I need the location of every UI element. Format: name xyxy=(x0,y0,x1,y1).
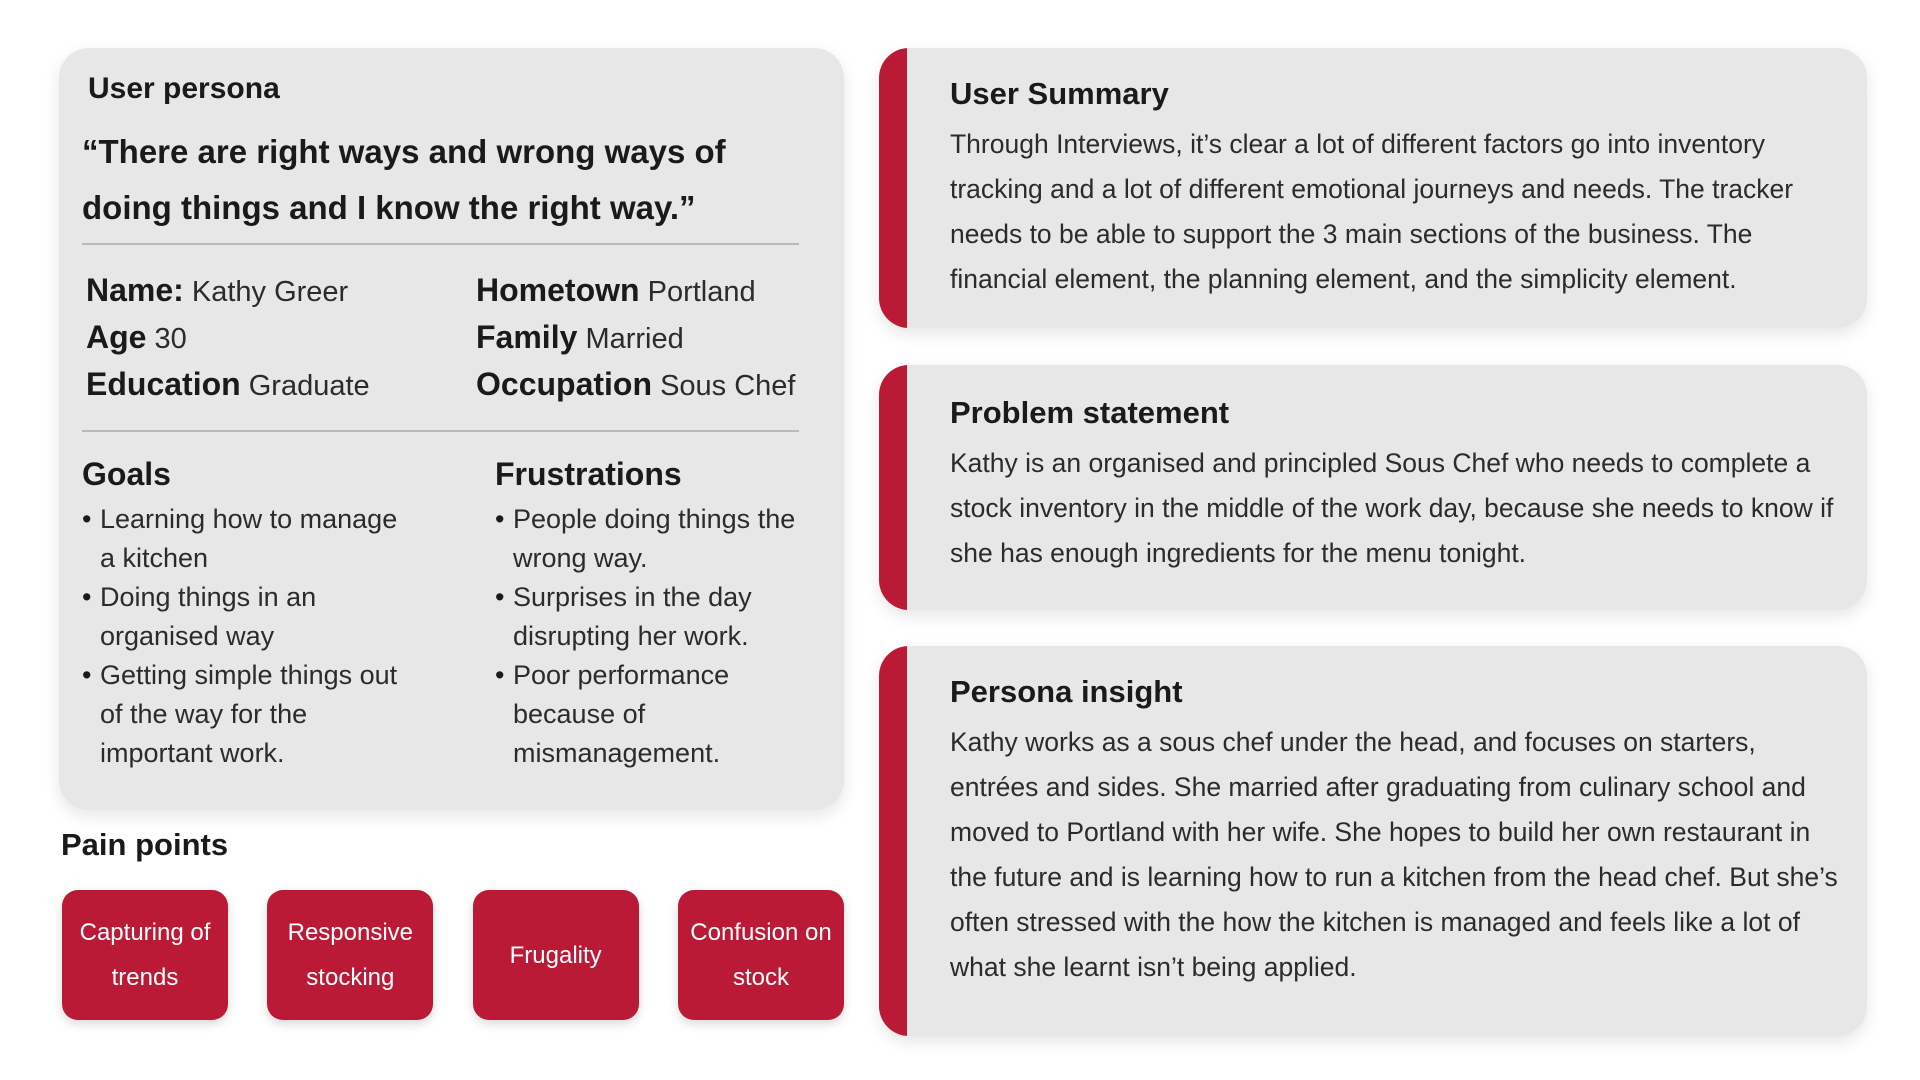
list-item: • Surprises in the day disrupting her work. xyxy=(495,578,815,656)
persona-card xyxy=(59,48,844,810)
problem-statement-card xyxy=(879,365,1867,610)
frustrations-list xyxy=(495,500,815,773)
accent-bar xyxy=(879,646,907,1036)
frustrations-heading: Frustrations xyxy=(495,456,682,492)
fact-family: Family Married xyxy=(476,319,684,355)
persona-insight-text: Kathy works as a sous chef under the head, and focuses on starters, entrées and sides. She married after graduating from culinary school and moved to Portland with her wife. She hopes to build her own restaurant in the future and is learning how to run a kitchen from the head chef. But she’s often stressed with the how the kitchen is managed and feels like a lot of what she learnt isn’t being applied. xyxy=(950,727,1838,982)
fact-education: Education Graduate xyxy=(86,366,370,402)
list-item: • Poor performance because of mismanagement. xyxy=(495,656,815,773)
persona-insight-heading: Persona insight xyxy=(950,674,1183,709)
goals-list xyxy=(82,500,412,773)
fact-age: Age 30 xyxy=(86,319,187,355)
pain-point-tag: Capturing of trends xyxy=(62,890,228,1020)
pain-point-tag: Responsive stocking xyxy=(267,890,433,1020)
user-summary-text: Through Interviews, it’s clear a lot of different factors go into inventory tracking and a lot of different emotional journeys and needs. The tracker needs to be able to support the 3 main sections of the business. The financial element, the planning element, and the simplicity element. xyxy=(950,129,1794,294)
goals-heading: Goals xyxy=(82,456,171,492)
facts-left xyxy=(86,268,370,409)
divider xyxy=(82,430,799,432)
list-item: • Doing things in an organised way xyxy=(82,578,412,656)
persona-insight-card xyxy=(879,646,1867,1036)
pain-points-row xyxy=(62,890,844,1020)
fact-name: Name: Kathy Greer xyxy=(86,272,349,308)
fact-hometown: Hometown Portland xyxy=(476,272,756,308)
divider xyxy=(82,243,799,245)
persona-title: User persona xyxy=(88,72,280,105)
fact-occupation: Occupation Sous Chef xyxy=(476,366,796,402)
facts-right xyxy=(476,268,796,409)
pain-points-heading: Pain points xyxy=(61,827,229,862)
user-summary-card xyxy=(879,48,1867,328)
list-item: • People doing things the wrong way. xyxy=(495,500,815,578)
list-item: • Getting simple things out of the way for the important work. xyxy=(82,656,412,773)
pain-point-tag: Frugality xyxy=(473,890,639,1020)
user-summary-heading: User Summary xyxy=(950,76,1169,111)
persona-quote: “There are right ways and wrong ways of doing things and I know the right way.” xyxy=(82,133,726,226)
accent-bar xyxy=(879,365,907,610)
problem-statement-text: Kathy is an organised and principled Sous Chef who needs to complete a stock inventory in the middle of the work day, because she needs to know if she has enough ingredients for the menu tonight. xyxy=(950,448,1834,568)
problem-statement-heading: Problem statement xyxy=(950,395,1230,430)
accent-bar xyxy=(879,48,907,328)
list-item: • Learning how to manage a kitchen xyxy=(82,500,412,578)
pain-point-tag: Confusion on stock xyxy=(678,890,844,1020)
